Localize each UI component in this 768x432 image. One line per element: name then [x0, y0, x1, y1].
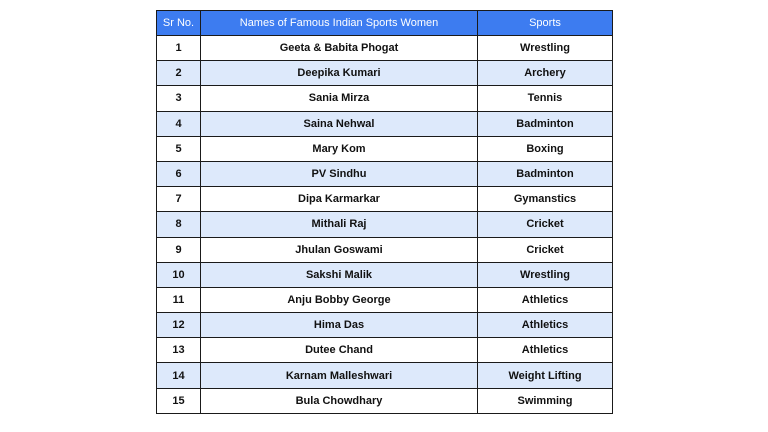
- cell-name: PV Sindhu: [201, 161, 478, 186]
- cell-name: Bula Chowdhary: [201, 388, 478, 413]
- cell-sport: Boxing: [478, 136, 613, 161]
- table-row: [157, 161, 613, 186]
- sportswomen-table: [156, 10, 613, 414]
- table-row: [157, 212, 613, 237]
- table-row: [157, 363, 613, 388]
- cell-name: Anju Bobby George: [201, 287, 478, 312]
- cell-sr-no: 8: [157, 212, 201, 237]
- table-row: [157, 36, 613, 61]
- table-row: [157, 136, 613, 161]
- cell-name: Sania Mirza: [201, 86, 478, 111]
- cell-sport: Athletics: [478, 313, 613, 338]
- cell-sr-no: 3: [157, 86, 201, 111]
- sportswomen-table-container: [156, 10, 612, 414]
- cell-sr-no: 14: [157, 363, 201, 388]
- cell-sr-no: 11: [157, 287, 201, 312]
- cell-name: Hima Das: [201, 313, 478, 338]
- cell-name: Dipa Karmarkar: [201, 187, 478, 212]
- table-row: [157, 61, 613, 86]
- table-row: [157, 287, 613, 312]
- cell-name: Karnam Malleshwari: [201, 363, 478, 388]
- table-row: [157, 187, 613, 212]
- cell-sr-no: 6: [157, 161, 201, 186]
- table-header-row: [157, 11, 613, 36]
- header-sr-no: Sr No.: [157, 11, 201, 36]
- cell-name: Mithali Raj: [201, 212, 478, 237]
- cell-sport: Athletics: [478, 338, 613, 363]
- cell-sr-no: 4: [157, 111, 201, 136]
- table-row: [157, 313, 613, 338]
- cell-sr-no: 1: [157, 36, 201, 61]
- cell-sport: Athletics: [478, 287, 613, 312]
- cell-sr-no: 10: [157, 262, 201, 287]
- cell-name: Sakshi Malik: [201, 262, 478, 287]
- cell-name: Dutee Chand: [201, 338, 478, 363]
- cell-sr-no: 12: [157, 313, 201, 338]
- cell-sport: Cricket: [478, 212, 613, 237]
- cell-sr-no: 2: [157, 61, 201, 86]
- table-row: [157, 86, 613, 111]
- header-sports: Sports: [478, 11, 613, 36]
- cell-sport: Gymanstics: [478, 187, 613, 212]
- cell-sport: Badminton: [478, 161, 613, 186]
- table-row: [157, 237, 613, 262]
- cell-sr-no: 15: [157, 388, 201, 413]
- table-row: [157, 388, 613, 413]
- cell-sr-no: 7: [157, 187, 201, 212]
- cell-name: Mary Kom: [201, 136, 478, 161]
- cell-sr-no: 5: [157, 136, 201, 161]
- cell-sport: Archery: [478, 61, 613, 86]
- cell-name: Geeta & Babita Phogat: [201, 36, 478, 61]
- table-row: [157, 338, 613, 363]
- cell-sport: Wrestling: [478, 36, 613, 61]
- cell-name: Saina Nehwal: [201, 111, 478, 136]
- table-row: [157, 262, 613, 287]
- cell-name: Deepika Kumari: [201, 61, 478, 86]
- table-row: [157, 111, 613, 136]
- cell-sport: Swimming: [478, 388, 613, 413]
- cell-sport: Badminton: [478, 111, 613, 136]
- cell-sr-no: 9: [157, 237, 201, 262]
- cell-sport: Cricket: [478, 237, 613, 262]
- cell-sport: Weight Lifting: [478, 363, 613, 388]
- cell-sport: Tennis: [478, 86, 613, 111]
- cell-sport: Wrestling: [478, 262, 613, 287]
- cell-sr-no: 13: [157, 338, 201, 363]
- table-body: [157, 36, 613, 414]
- header-names: Names of Famous Indian Sports Women: [201, 11, 478, 36]
- cell-name: Jhulan Goswami: [201, 237, 478, 262]
